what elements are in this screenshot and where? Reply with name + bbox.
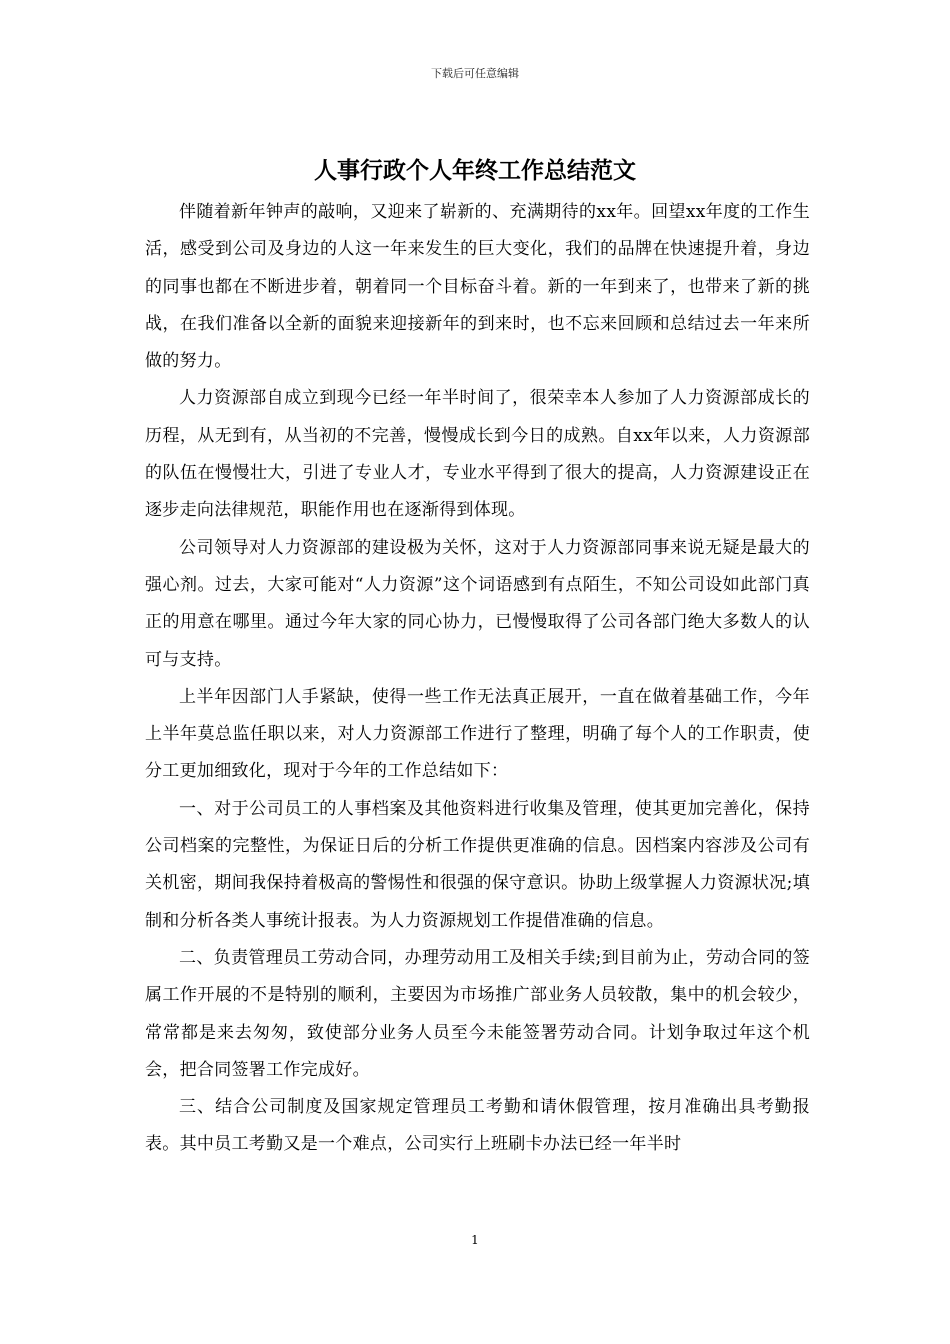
paragraph-item-one: 一、对于公司员工的人事档案及其他资料进行收集及管理，使其更加完善化，保持公司档案的完整性，为保证日后的分析工作提供更准确的信息。因档案内容涉及公司有关机密，期间我保持着极高的警惕性和很强的保守意识。协助上级掌握人力资源状况;填制和分析各类人事统计报表。为人力资源规划工作提借准确的信息。 bbox=[145, 798, 810, 931]
page-number: 1 bbox=[471, 1233, 479, 1247]
paragraph-leadership-support: 公司领导对人力资源部的建设极为关怀，这对于人力资源部同事来说无疑是最大的强心剂。过去，大家可能对“人力资源”这个词语感到有点陌生，不知公司设如此部门真正的用意在哪里。通过今年大家的同心协力，已慢慢取得了公司各部门绝大多数人的认可与支持。 bbox=[145, 537, 810, 670]
document-body bbox=[145, 194, 810, 1164]
paragraph-item-three: 三、结合公司制度及国家规定管理员工考勤和请休假管理，按月准确出具考勤报表。其中员工考勤又是一个难点，公司实行上班刷卡办法已经一年半时 bbox=[145, 1097, 810, 1155]
paragraph-first-half-year: 上半年因部门人手紧缺，使得一些工作无法真正展开，一直在做着基础工作，今年上半年莫总监任职以来，对人力资源部工作进行了整理，明确了每个人的工作职责，使分工更加细致化，现对于今年的工作总结如下： bbox=[145, 686, 810, 782]
paragraph-item-two: 二、负责管理员工劳动合同，办理劳动用工及相关手续;到目前为止，劳动合同的签属工作开展的不是特别的顺利，主要因为市场推广部业务人员较散，集中的机会较少，常常都是来去匆匆，致使部分业务人员至今未能签署劳动合同。计划争取过年这个机会，把合同签署工作完成好。 bbox=[145, 947, 810, 1080]
paragraph-intro: 伴随着新年钟声的敲响，又迎来了崭新的、充满期待的xx年。回望xx年度的工作生活，感受到公司及身边的人这一年来发生的巨大变化，我们的品牌在快速提升着，身边的同事也都在不断进步着，朝着同一个目标奋斗着。新的一年到来了，也带来了新的挑战，在我们准备以全新的面貌来迎接新年的到来时，也不忘来回顾和总结过去一年来所做的努力。 bbox=[145, 202, 810, 372]
paragraph-hr-department: 人力资源部自成立到现今已经一年半时间了，很荣幸本人参加了人力资源部成长的历程，从无到有，从当初的不完善，慢慢成长到今日的成熟。自xx年以来，人力资源部的队伍在慢慢壮大，引进了专业人才，专业水平得到了很大的提高，人力资源建设正在逐步走向法律规范，职能作用也在逐渐得到体现。 bbox=[145, 388, 810, 521]
document-title: 人事行政个人年终工作总结范文 bbox=[314, 157, 636, 184]
page-header-note: 下载后可任意编辑 bbox=[431, 67, 519, 80]
